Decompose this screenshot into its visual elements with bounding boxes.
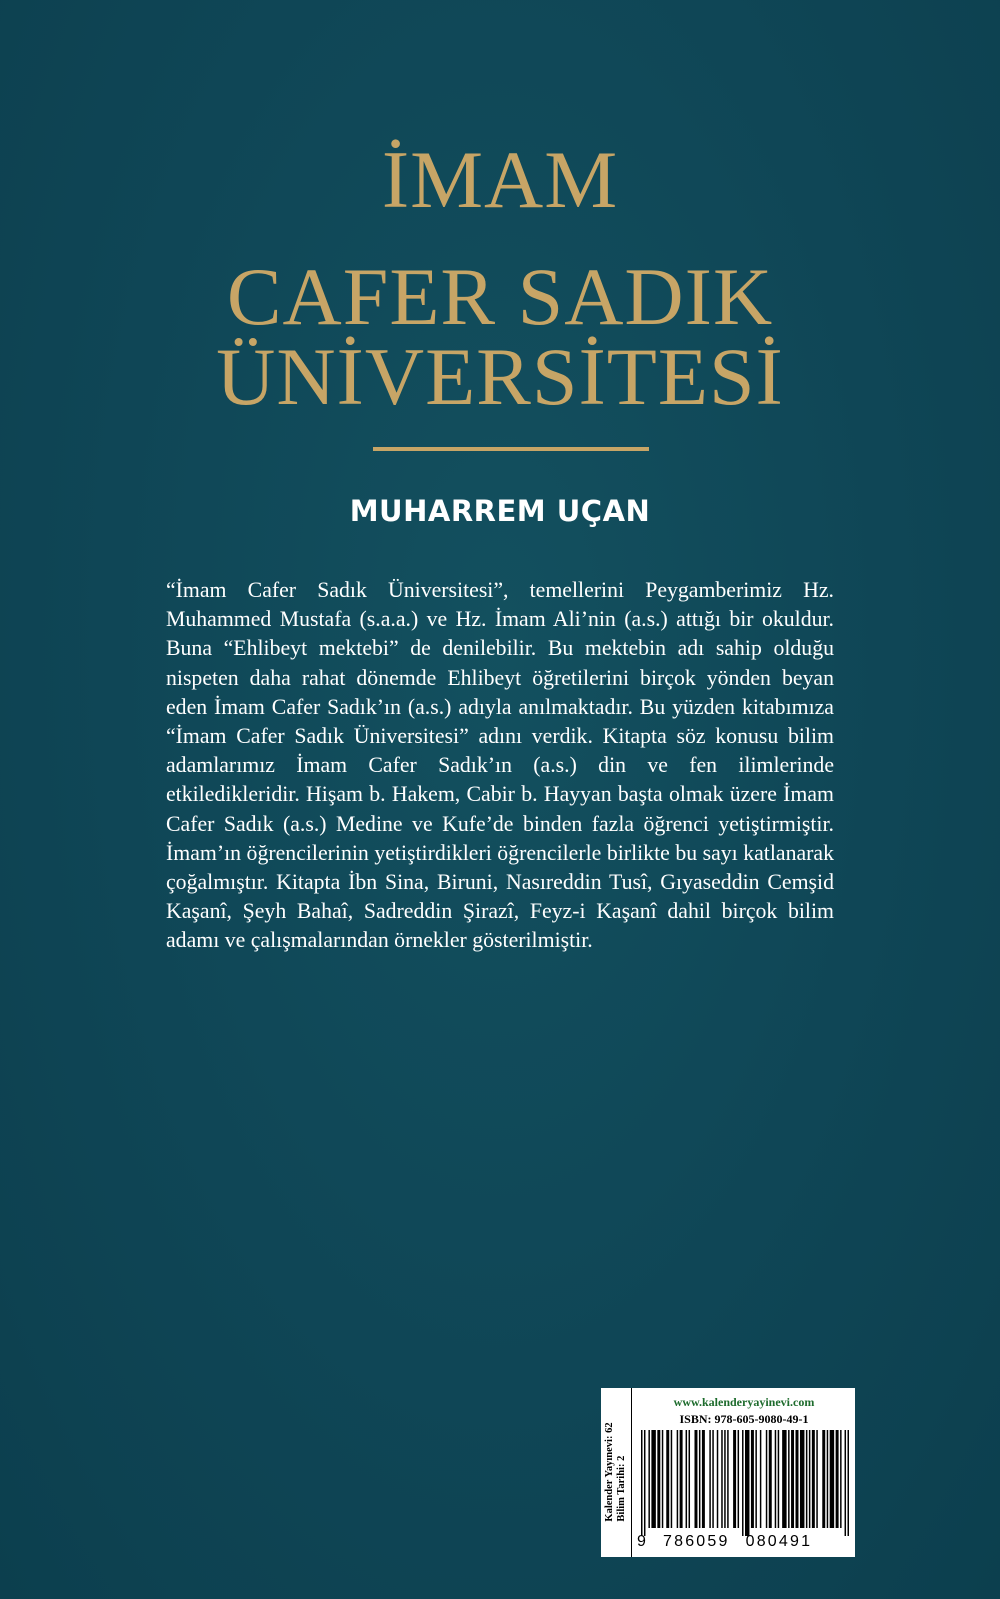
barcode-bar bbox=[809, 1430, 810, 1528]
author-name: MUHARREM UÇAN bbox=[349, 494, 651, 528]
barcode-bar bbox=[800, 1430, 804, 1528]
barcode-bar bbox=[848, 1430, 849, 1536]
barcode-panel bbox=[601, 1388, 855, 1557]
barcode-bar bbox=[694, 1430, 697, 1528]
barcode-bar bbox=[712, 1430, 713, 1528]
barcode-bar bbox=[806, 1430, 807, 1528]
blurb-text: “İmam Cafer Sadık Üniversitesi”, temellerini Peygamberimiz Hz. Muhammed Mustafa (s.a.a.) ve Hz. İmam Ali’nin (a.s.) attığı bir okuldur. Buna “Ehlibeyt mektebi” de denilebilir. Bu mektebin adı sahip olduğu nispeten daha rahat dönemde Ehlibeyt öğretilerini birçok yönden beyan eden İmam Cafer Sadık’ın (a.s.) adıyla anılmaktadır. Bu yüzden kitabımıza “İmam Cafer Sadık Üniversitesi” adını verdik. Kitapta söz konusu bilim adamlarımız İmam Cafer Sadık’ın (a.s.) din ve fen ilimlerinde etkiledikleridir. Hişam b. Hakem, Cabir b. Hayyan başta olmak üzere İmam Cafer Sadık (a.s.) Medine ve Kufe’de binden fazla öğrenci yetiştirmiştir. İmam’ın öğrencilerinin yetiştirdikleri öğrencilerle birlikte bu sayı katlanarak çoğalmıştır. Kitapta İbn Sina, Biruni, Nasıreddin Tusî, Gıyaseddin Cemşid Kaşanî, Şeyh Bahaî, Sadreddin Şirazî, Feyz-i Kaşanî dahil birçok bilim adamı ve çalışmalarından örnekler gösterilmiştir. bbox=[166, 578, 834, 953]
barcode-bar bbox=[766, 1430, 767, 1528]
barcode-bar bbox=[822, 1430, 825, 1528]
isbn-text: ISBN: 978-605-9080-49-1 bbox=[679, 1412, 809, 1426]
barcode-bar bbox=[671, 1430, 672, 1528]
barcode-bar bbox=[677, 1430, 678, 1528]
barcode-bar bbox=[686, 1430, 687, 1528]
publisher-website: www.kalenderyayinevi.com bbox=[673, 1395, 815, 1409]
barcode-bar bbox=[651, 1430, 655, 1528]
barcode-bar bbox=[791, 1430, 794, 1528]
barcode-bar bbox=[769, 1430, 772, 1528]
barcode-bar bbox=[760, 1430, 761, 1528]
barcode-bar bbox=[796, 1430, 799, 1528]
barcode-bar bbox=[738, 1430, 739, 1528]
barcode-bar bbox=[816, 1430, 817, 1528]
title-line-3: ÜNİVERSİTESİ bbox=[216, 331, 784, 422]
barcode-bar bbox=[702, 1430, 705, 1528]
series-label bbox=[601, 1388, 632, 1557]
title-line-1: İMAM bbox=[381, 134, 619, 225]
barcode-bar bbox=[709, 1430, 710, 1528]
title-line-2: CAFER SADIK bbox=[226, 251, 774, 342]
barcode-bar bbox=[648, 1430, 649, 1528]
barcode-bar bbox=[727, 1430, 728, 1528]
barcode-bar bbox=[845, 1430, 846, 1536]
barcode-digit-group-2: 080491 bbox=[745, 1533, 813, 1550]
barcode-bar bbox=[644, 1430, 645, 1536]
barcode-digits bbox=[637, 1533, 851, 1551]
publisher-series-number: Kalender Yayınevi: 62 bbox=[604, 1422, 615, 1522]
barcode-bar bbox=[666, 1430, 669, 1528]
barcode-bar bbox=[745, 1430, 749, 1536]
barcode-bar bbox=[657, 1430, 660, 1528]
series-name: Bilim Tarihi: 2 bbox=[616, 1455, 627, 1522]
barcode-bars bbox=[641, 1430, 849, 1536]
barcode-digit-first: 9 bbox=[637, 1533, 646, 1550]
barcode-digit-group-1: 786059 bbox=[663, 1533, 730, 1550]
barcode-bar bbox=[662, 1430, 663, 1528]
barcode-bar bbox=[830, 1430, 834, 1528]
barcode-bar bbox=[812, 1430, 815, 1528]
barcode-bar bbox=[827, 1430, 828, 1528]
barcode-bar bbox=[680, 1430, 683, 1528]
barcode-bar bbox=[724, 1430, 725, 1528]
barcode-bar bbox=[751, 1430, 754, 1528]
barcode-bar bbox=[641, 1430, 642, 1536]
barcode-bar bbox=[836, 1430, 839, 1528]
barcode-bar bbox=[788, 1430, 789, 1528]
barcode-bar bbox=[689, 1430, 690, 1528]
barcode-bar bbox=[733, 1430, 736, 1528]
barcode-bar bbox=[778, 1430, 779, 1528]
barcode-bar bbox=[755, 1430, 756, 1528]
barcode-bar bbox=[742, 1430, 743, 1536]
barcode-bar bbox=[840, 1430, 841, 1528]
barcode-bar bbox=[721, 1430, 722, 1528]
barcode-bar bbox=[717, 1430, 718, 1528]
barcode-bar bbox=[699, 1430, 700, 1528]
barcode-bar bbox=[775, 1430, 776, 1528]
gold-divider bbox=[373, 447, 649, 451]
barcode-bar bbox=[782, 1430, 786, 1528]
